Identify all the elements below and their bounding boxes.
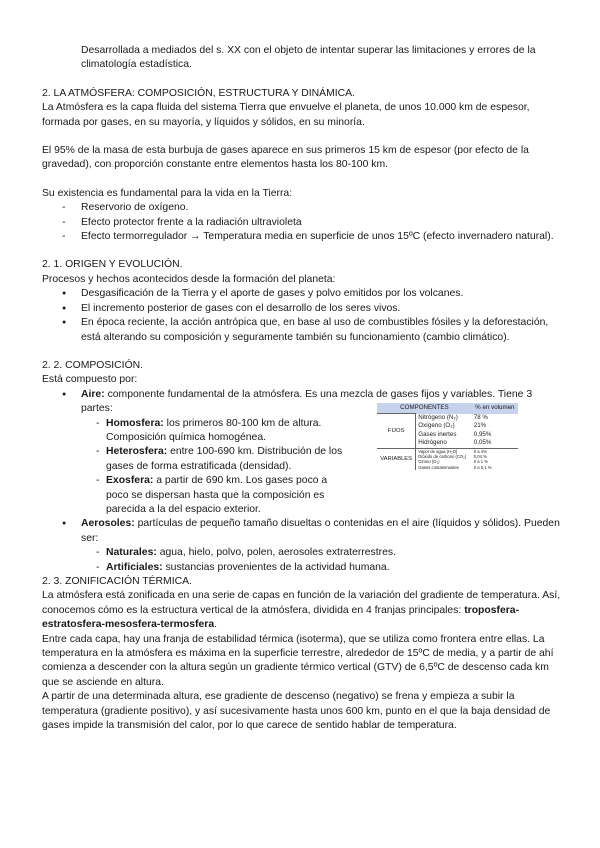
cell: 0 a 1 % (473, 459, 488, 465)
layers-bold: troposfera-estratosfera-mesosfera-termosfera (42, 604, 520, 631)
layer-term: Heterosfera: (106, 446, 168, 458)
aire-text: componente fundamental de la atmósfera. Es una mezcla de gases fijos y variables. Tiene 3 partes: (81, 388, 533, 415)
section-2-heading: 2. LA ATMÓSFERA: COMPOSICIÓN, ESTRUCTURA Y DINÁMICA. (42, 87, 355, 99)
layer-term: Homosfera: (106, 417, 164, 429)
list-item (42, 546, 562, 560)
cell: 21% (473, 422, 487, 430)
table-header-components: COMPONENTES (377, 403, 472, 414)
cell: 0 a 4% (472, 448, 518, 454)
layers-list (42, 417, 352, 518)
layer-text: entre 100-690 km. Distribución de los gases de forma estratificada (densidad). (106, 446, 343, 472)
aerosol-term: Naturales: (106, 547, 157, 559)
cell: Oxígeno (O₂) (418, 422, 455, 430)
cell: Gases inertes (418, 430, 457, 438)
section-2-3-paragraph-2: Entre cada capa, hay una franja de estabilidad térmica (isoterma), que se utiliza como frontera entre ellas. La temperatura en la atmósfera es máxima en la superficie terrestre, alrededor de 15ºC de media, y a partir de ahí comienza a descender con la altura según un gradiente térmico vertical (GTV) de 6,5ºC de descenso cada km que se asciende en altura. (42, 633, 554, 688)
list-item: ● Desgasificación de la Tierra y el aporte de gases y polvo emitidos por los volcanes. (42, 287, 562, 301)
aerosol-text: agua, hielo, polvo, polen, aerosoles extraterrestres. (156, 547, 396, 559)
cell: 78 % (473, 413, 488, 421)
text: La atmósfera está zonificada en una serie de capas en función de la variación del gradiente de temperatura. Así, conocemos cómo es la estructura vertical de la atmósfera, dividida en 4 franjas principales: (42, 590, 561, 616)
aerosoles-text: partículas de pequeño tamaño disueltas o contenidas en el aire (líquidos y sólidos). Pueden ser: (81, 518, 560, 544)
table-header-volume: % en volumen (472, 403, 518, 414)
list-item: - Reservorio de oxígeno. (42, 201, 562, 215)
section-2-list (42, 201, 562, 244)
composition-table (377, 403, 518, 470)
cell: 0,04 % (473, 453, 487, 459)
cell: Vapor de agua (H₂O) (416, 448, 472, 454)
document-page (42, 44, 562, 733)
list-item (42, 474, 352, 517)
cell: Ozono (O₃) (418, 459, 440, 465)
list-item (42, 445, 352, 474)
aerosol-term: Artificiales: (106, 561, 163, 573)
cell: Gases contaminantes (418, 464, 459, 470)
section-2-1-intro: Procesos y hechos acontecidos desde la formación del planeta: (42, 273, 336, 285)
section-2-paragraph-1: La Atmósfera es la capa fluida del sistema Tierra que envuelve el planeta, de unos 10.000 km de espesor, formada por gases, en su mayoría, y líquidos y sólidos, en su minoría. (42, 102, 530, 128)
aerosol-list (42, 517, 562, 546)
aire-term: Aire: (81, 388, 105, 400)
table-row (377, 414, 518, 422)
list-item-aerosoles (42, 517, 562, 546)
aerosol-text: sustancias provenientes de la actividad humana. (162, 561, 390, 573)
variables-label: VARIABLES (377, 448, 416, 470)
intro-paragraph: Desarrollada a mediados del s. XX con el objeto de intentar superar las limitaciones y errores de la climatología estadística. (81, 45, 536, 71)
section-2-paragraph-2: El 95% de la masa de esta burbuja de gases aparece en sus primeros 15 km de espesor (por efecto de la gravedad), con proporción constante entre elementos hasta los 80-100 km. (42, 145, 529, 171)
list-item (42, 561, 562, 575)
fijos-label: FIJOS (377, 414, 416, 448)
layer-text: los primeros 80-100 km de altura. Composición química homogénea. (106, 417, 322, 443)
list-item (42, 417, 352, 446)
cell: 0,95% (473, 430, 492, 438)
list-item: - Efecto termorregulador → Temperatura media en superficie de unos 15ºC (efecto invernadero natural). (42, 230, 562, 244)
section-2-2-heading: 2. 2. COMPOSICIÓN. (42, 359, 144, 371)
list-item: ● En época reciente, la acción antrópica que, en base al uso de combustibles fósiles y la deforestación, está alterando su composición y seguramente también su funcionamiento (cambio climático). (42, 316, 562, 345)
section-2-paragraph-3: Su existencia es fundamental para la vida en la Tierra: (42, 187, 293, 199)
aerosoles-term: Aerosoles: (81, 518, 135, 530)
section-2-1-heading: 2. 1. ORIGEN Y EVOLUCIÓN. (42, 259, 183, 271)
layer-term: Exosfera: (106, 475, 154, 487)
cell: 0,05% (473, 439, 492, 447)
section-2-3-heading: 2. 3. ZONIFICACIÓN TÉRMICA. (42, 576, 192, 587)
cell: 0 a 0,1 % (473, 464, 492, 470)
text: . (214, 619, 217, 631)
section-2-1-list (42, 287, 562, 345)
list-item: ● El incremento posterior de gases con el desarrollo de los seres vivos. (42, 302, 562, 316)
cell: Dióxido de carbono (CO₂) (418, 453, 467, 459)
section-2-3-paragraph-1 (42, 589, 562, 632)
cell: Hidrógeno (418, 439, 447, 447)
cell: Nitrógeno (N₂) (418, 413, 458, 421)
list-item: - Efecto protector frente a la radiación ultravioleta (42, 216, 562, 230)
section-2-2-intro: Está compuesto por: (42, 374, 138, 386)
section-2-3-paragraph-3: A partir de una determinada altura, ese gradiente de descenso (negativo) se frena y empieza a subir la temperatura (gradiente positivo), y así sucesivamente hasta unos 600 km, punto en el que la baja densidad de gases impide la transmisión del calor, por lo que carece de sentido hablar de temperatura. (42, 691, 551, 732)
layer-text: a partir de 690 km. Los gases poco a poco se dispersan hasta que la composición es parecida a la del espacio exterior. (106, 475, 328, 515)
aerosol-types-list (42, 546, 562, 575)
